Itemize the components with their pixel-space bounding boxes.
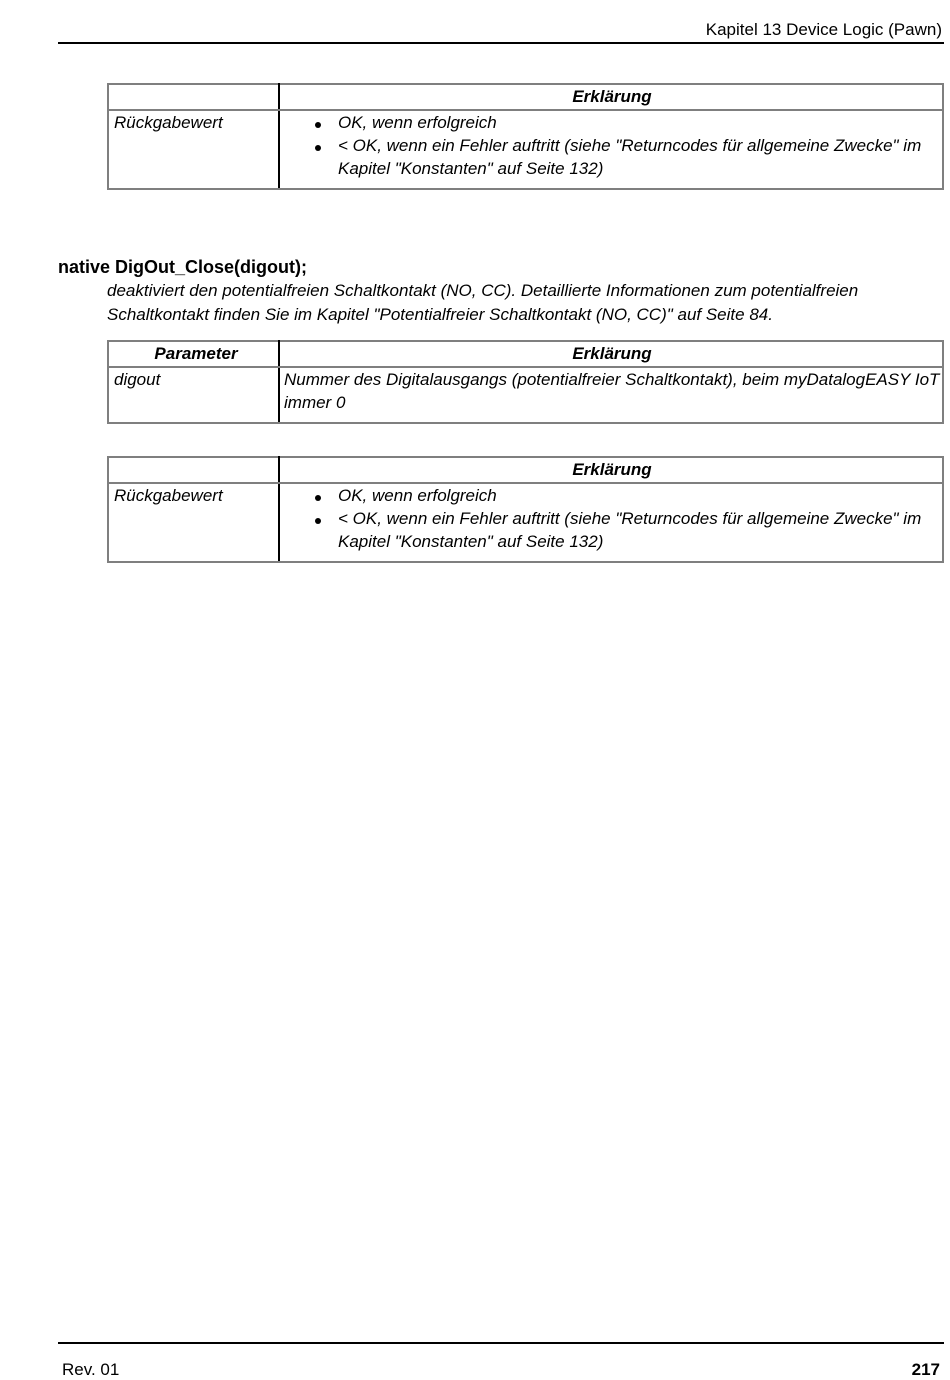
return-value-label: Rückgabewert: [108, 110, 279, 189]
function-description: deaktiviert den potentialfreien Schaltkontakt (NO, CC). Detaillierte Informationen zum potentialfreien Schaltkontakt finden Sie im Kapitel "Potentialfreier Schaltkontakt (NO, CC)" auf Seite 84.: [107, 281, 859, 324]
table-header-explanation: Erklärung: [279, 341, 943, 367]
return-value-explanation: [279, 483, 943, 562]
parameter-name: digout: [108, 367, 279, 423]
table-header-parameter: Parameter: [108, 341, 279, 367]
bullet-icon: [315, 145, 321, 151]
function-signature: native DigOut_Close(digout);: [58, 257, 307, 277]
list-item: OK, wenn erfolgreich: [338, 484, 940, 507]
footer-divider: [58, 1342, 944, 1344]
chapter-header: Kapitel 13 Device Logic (Pawn): [705, 20, 942, 39]
table-header-empty: [108, 84, 279, 110]
return-value-label: Rückgabewert: [108, 483, 279, 562]
return-value-table: [107, 83, 944, 190]
parameter-table: [107, 340, 944, 424]
bullet-icon: [315, 495, 321, 501]
table-header-explanation: Erklärung: [279, 457, 943, 483]
list-item: < OK, wenn ein Fehler auftritt (siehe "Returncodes für allgemeine Zwecke" im Kapitel "Konstanten" auf Seite 132): [338, 507, 940, 553]
table-header-empty: [108, 457, 279, 483]
bullet-icon: [315, 122, 321, 128]
header-divider: [58, 42, 944, 44]
bullet-icon: [315, 518, 321, 524]
table-header-explanation: Erklärung: [279, 84, 943, 110]
list-item: OK, wenn erfolgreich: [338, 111, 940, 134]
list-item: < OK, wenn ein Fehler auftritt (siehe "Returncodes für allgemeine Zwecke" im Kapitel "Konstanten" auf Seite 132): [338, 134, 940, 180]
return-value-explanation: [279, 110, 943, 189]
return-value-table: [107, 456, 944, 563]
page-number: 217: [911, 1360, 940, 1379]
parameter-explanation: Nummer des Digitalausgangs (potentialfreier Schaltkontakt), beim myDatalogEASY IoT immer 0: [279, 367, 943, 423]
revision-label: Rev. 01: [62, 1360, 120, 1379]
